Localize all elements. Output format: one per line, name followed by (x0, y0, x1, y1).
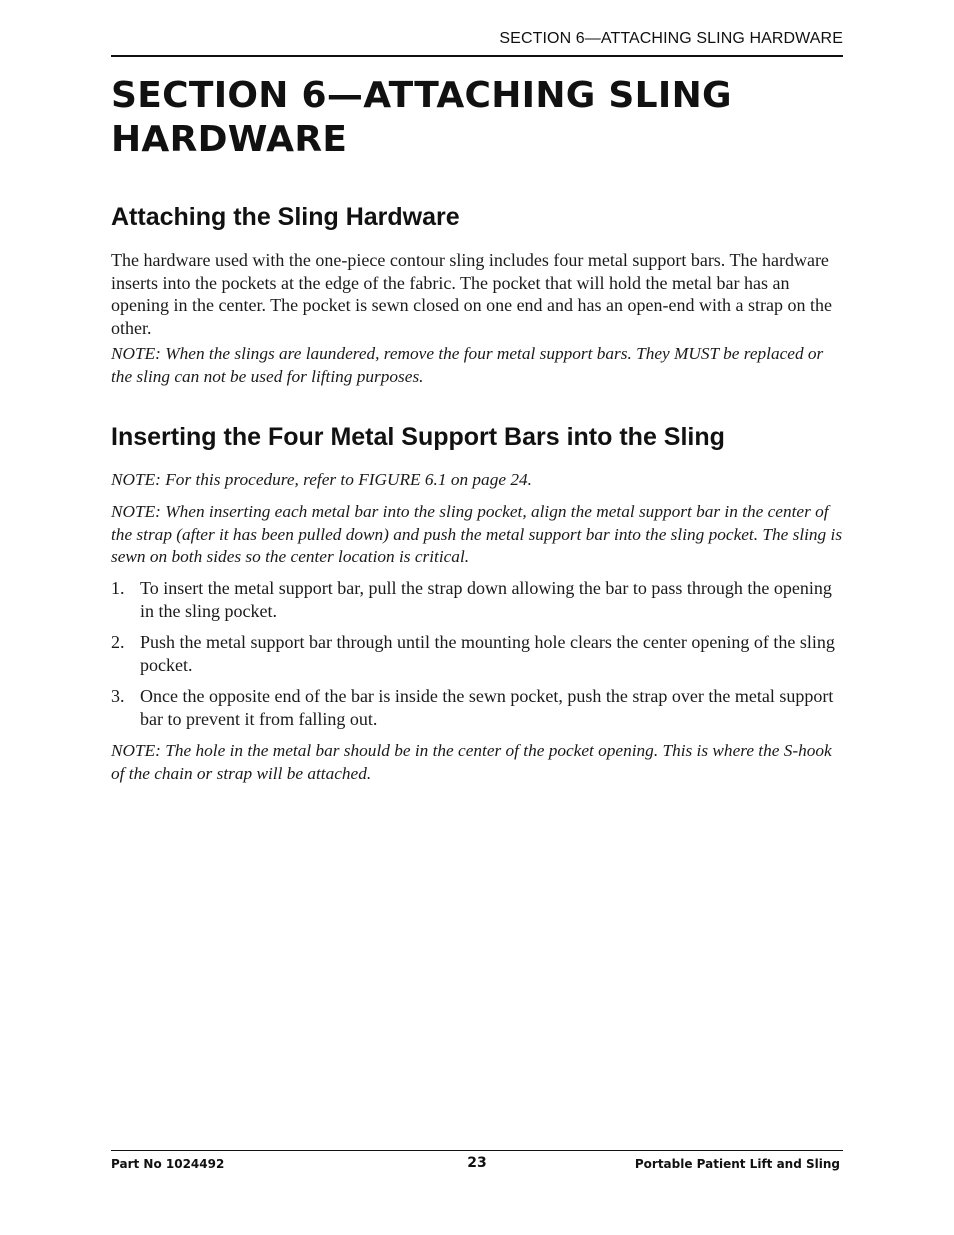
step-text: Once the opposite end of the bar is inside the sewn pocket, push the strap over the metal support bar to prevent it from falling out. (140, 686, 834, 729)
inserting-heading: Inserting the Four Metal Support Bars into the Sling (111, 423, 725, 451)
figure-reference-note: NOTE: For this procedure, refer to FIGURE 6.1 on page 24. (111, 470, 532, 489)
part-number: Part No 1024492 (111, 1157, 225, 1171)
product-name: Portable Patient Lift and Sling (634, 1157, 840, 1171)
procedure-step (111, 685, 843, 730)
attaching-heading: Attaching the Sling Hardware (111, 203, 460, 231)
step-text: Push the metal support bar through until the mounting hole clears the center opening of the sling pocket. (140, 632, 835, 675)
step-number: 2. (111, 632, 125, 652)
section-title: SECTION 6—ATTACHING SLING HARDWARE (111, 75, 732, 160)
procedure-steps (111, 577, 843, 739)
alignment-note: NOTE: When inserting each metal bar into the sling pocket, align the metal support bar in the center of the strap (after it has been pulled down) and push the metal support bar into the sling pocket. The sling is sewn on both sides so the center location is critical. (111, 502, 843, 566)
laundering-note: NOTE: When the slings are laundered, remove the four metal support bars. They MUST be replaced or the sling can not be used for lifting purposes. (111, 344, 824, 386)
step-text: To insert the metal support bar, pull the strap down allowing the bar to pass through the opening in the sling pocket. (140, 578, 832, 621)
header-divider (111, 55, 843, 57)
s-hook-note: NOTE: The hole in the metal bar should be in the center of the pocket opening. This is where the S-hook of the chain or strap will be attached. (111, 741, 832, 783)
page-number: 23 (467, 1155, 487, 1171)
procedure-step (111, 631, 843, 676)
step-number: 3. (111, 686, 125, 706)
step-number: 1. (111, 578, 125, 598)
running-header: SECTION 6—ATTACHING SLING HARDWARE (499, 30, 843, 47)
footer-divider (111, 1150, 843, 1151)
procedure-step (111, 577, 843, 622)
attaching-body: The hardware used with the one-piece contour sling includes four metal support bars. The hardware inserts into the pockets at the edge of the fabric. The pocket that will hold the metal bar has an opening in the center. The pocket is sewn closed on one end and has an open-end with a strap on the other. (111, 250, 832, 338)
